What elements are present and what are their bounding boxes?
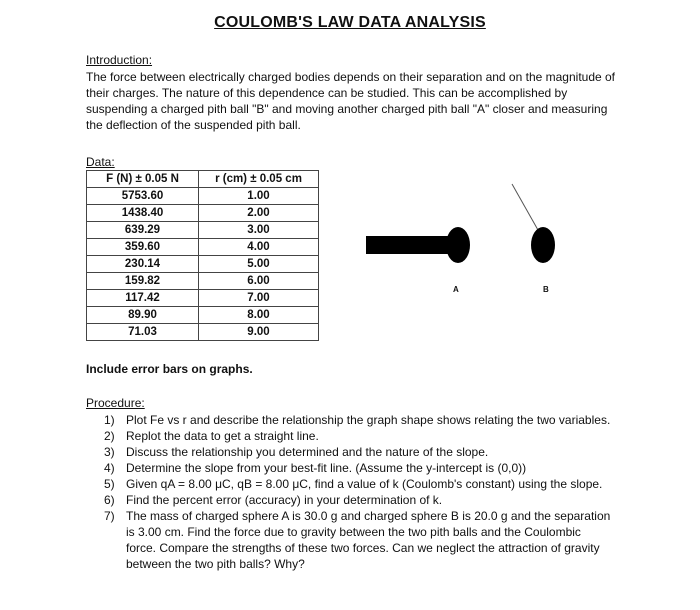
step-number: 3) <box>104 445 115 459</box>
table-row <box>87 307 319 324</box>
step-text: Find the percent error (accuracy) in your determination of k. <box>126 493 443 507</box>
step-number: 5) <box>104 477 115 491</box>
step-text: Given qA = 8.00 μC, qB = 8.00 μC, find a value of k (Coulomb's constant) using the slope. <box>126 477 603 491</box>
step-text: Determine the slope from your best-fit line. (Assume the y-intercept is (0,0)) <box>126 461 527 475</box>
column-header-force: F (N) ± 0.05 N <box>87 171 199 188</box>
suspension-thread <box>512 184 538 230</box>
label-a: A <box>453 285 459 294</box>
pith-ball-diagram <box>360 178 600 288</box>
table-row <box>87 256 319 273</box>
table-header-row <box>87 171 319 188</box>
table-row <box>87 239 319 256</box>
force-cell: 639.29 <box>87 222 199 239</box>
introduction-heading: Introduction: <box>86 53 153 67</box>
force-cell: 5753.60 <box>87 188 199 205</box>
error-bar-note: Include error bars on graphs. <box>86 362 253 376</box>
step-number: 7) <box>104 509 115 523</box>
page-title: COULOMB'S LAW DATA ANALYSIS <box>214 14 486 31</box>
distance-cell: 1.00 <box>199 188 319 205</box>
distance-cell: 3.00 <box>199 222 319 239</box>
distance-cell: 5.00 <box>199 256 319 273</box>
distance-cell: 8.00 <box>199 307 319 324</box>
distance-cell: 9.00 <box>199 324 319 341</box>
distance-cell: 6.00 <box>199 273 319 290</box>
force-cell: 359.60 <box>87 239 199 256</box>
procedure-step <box>104 492 614 508</box>
procedure-step <box>104 444 614 460</box>
column-header-distance: r (cm) ± 0.05 cm <box>199 171 319 188</box>
step-number: 6) <box>104 493 115 507</box>
table-row <box>87 205 319 222</box>
distance-cell: 7.00 <box>199 290 319 307</box>
rod-a <box>366 236 456 254</box>
force-cell: 117.42 <box>87 290 199 307</box>
force-cell: 230.14 <box>87 256 199 273</box>
pith-ball-a <box>446 227 470 263</box>
procedure-heading: Procedure: <box>86 396 145 410</box>
distance-cell: 2.00 <box>199 205 319 222</box>
table-row <box>87 324 319 341</box>
procedure-list <box>104 412 614 572</box>
step-number: 1) <box>104 413 115 427</box>
step-number: 2) <box>104 429 115 443</box>
procedure-step <box>104 476 614 492</box>
procedure-step <box>104 508 614 572</box>
force-cell: 89.90 <box>87 307 199 324</box>
table-body <box>87 188 319 341</box>
distance-cell: 4.00 <box>199 239 319 256</box>
table-row <box>87 273 319 290</box>
step-text: Replot the data to get a straight line. <box>126 429 319 443</box>
pith-ball-b <box>531 227 555 263</box>
introduction-text: The force between electrically charged bodies depends on their separation and on the magnitude of their charges. The nature of this dependence can be studied. This can be accomplished by suspending a charged pith ball "B" and moving another charged pith ball "A" closer and measuring the deflection of the suspended pith ball. <box>86 70 616 132</box>
step-text: Discuss the relationship you determined and the nature of the slope. <box>126 445 489 459</box>
force-cell: 71.03 <box>87 324 199 341</box>
force-cell: 159.82 <box>87 273 199 290</box>
step-number: 4) <box>104 461 115 475</box>
procedure-step <box>104 428 614 444</box>
table-row <box>87 290 319 307</box>
data-heading: Data: <box>86 155 115 169</box>
procedure-step <box>104 412 614 428</box>
step-text: Plot Fe vs r and describe the relationship the graph shape shows relating the two variables. <box>126 413 611 427</box>
procedure-step <box>104 460 614 476</box>
label-b: B <box>543 285 549 294</box>
force-cell: 1438.40 <box>87 205 199 222</box>
table-row <box>87 222 319 239</box>
step-text: The mass of charged sphere A is 30.0 g and charged sphere B is 20.0 g and the separation is 3.00 cm. Find the force due to gravity between the two pith balls and the Coulombic force. Compare the strengths of these two forces. Can we neglect the attraction of gravity between the two pith balls? Why? <box>126 509 611 571</box>
data-table <box>86 170 319 341</box>
table-row <box>87 188 319 205</box>
